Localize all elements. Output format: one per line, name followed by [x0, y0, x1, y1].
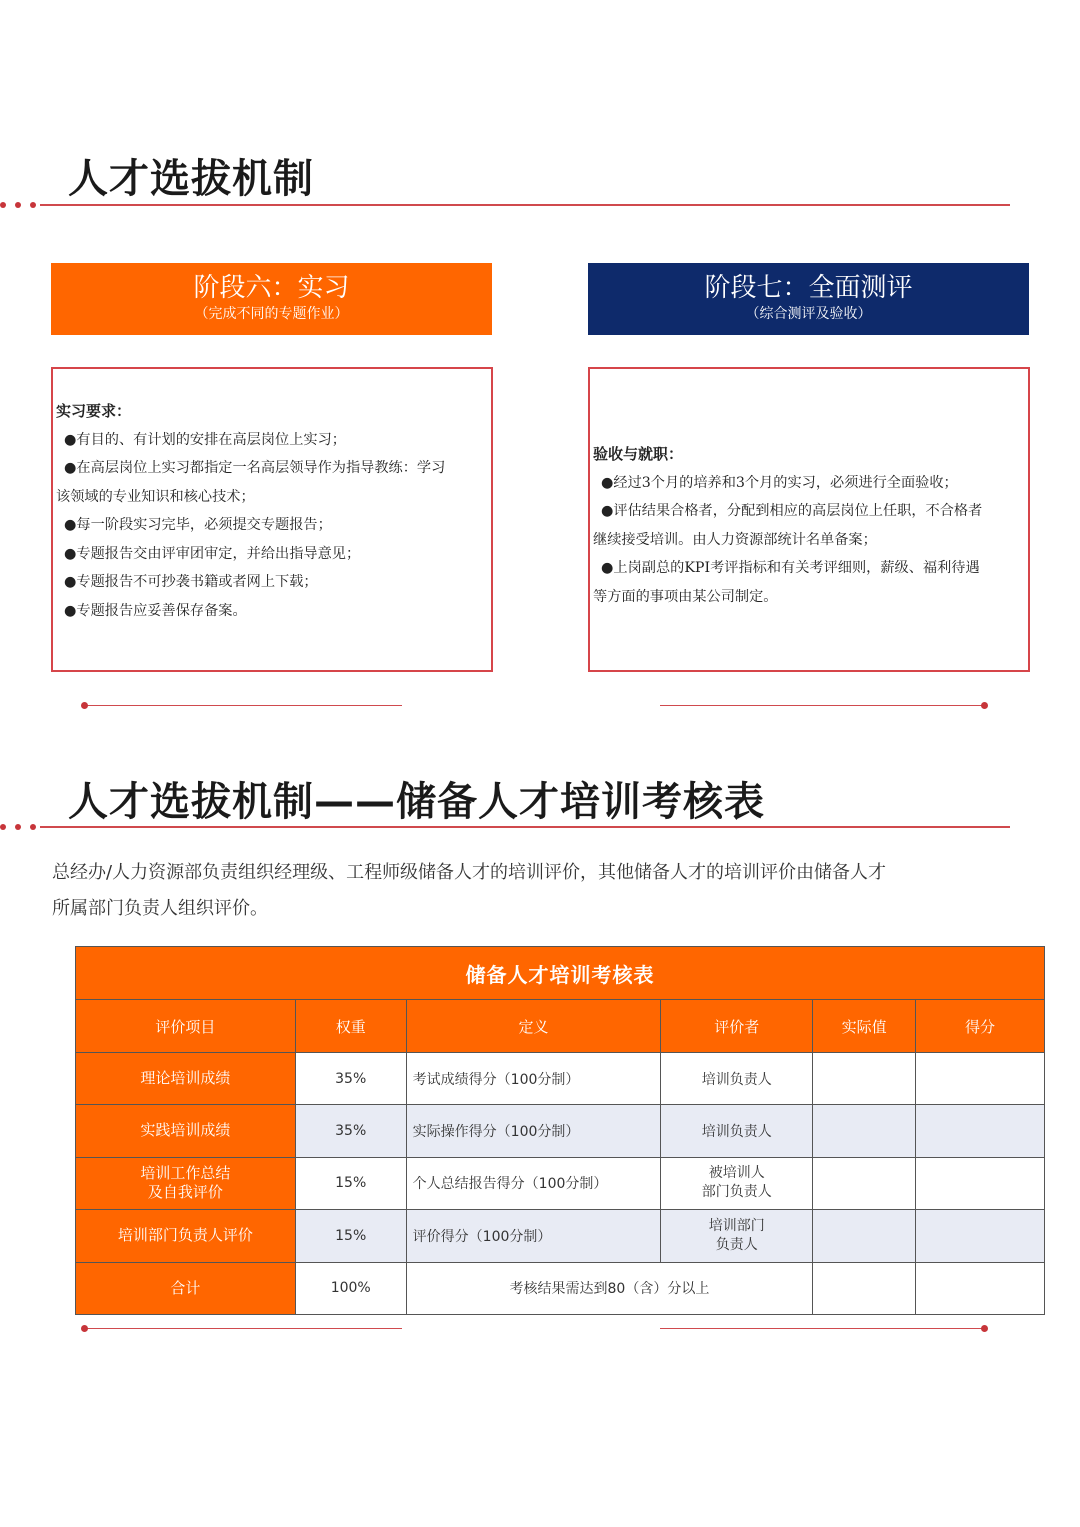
evaluator-cell: 培训负责人: [661, 1052, 813, 1104]
header-cell: 评价者: [661, 1000, 813, 1052]
table-header-row: [76, 1000, 1045, 1052]
stage6-box: [51, 367, 493, 672]
evaluator-line: 部门负责人: [701, 1184, 772, 1201]
stage6-item: ●专题报告不可抄袭书籍或者网上下载；: [64, 574, 318, 590]
stage7-box: [588, 367, 1030, 672]
definition-cell: 个人总结报告得分（100分制）: [406, 1157, 661, 1209]
actual-value-cell[interactable]: [813, 1052, 916, 1104]
stage6-item: ●在高层岗位上实习都指定一名高层领导作为指导教练：学习: [64, 460, 446, 476]
actual-value-cell[interactable]: [813, 1262, 916, 1314]
stage7-item: 继续接受培训。由人力资源部统计名单备案；: [593, 531, 877, 548]
header-cell: 评价项目: [76, 1000, 296, 1052]
stage7-item: ●评估结果合格者，分配到相应的高层岗位上任职，不合格者: [601, 503, 983, 519]
description-line: 所属部门负责人组织评价。: [52, 898, 268, 919]
stage7-box-title: 验收与就职：: [593, 445, 684, 463]
stage6-item: ●专题报告应妥善保存备案。: [64, 602, 247, 619]
separator-left: [84, 1328, 402, 1329]
weight-cell: 35%: [295, 1105, 406, 1157]
item-cell: 实践培训成绩: [76, 1105, 296, 1157]
total-weight-cell: 100%: [295, 1262, 406, 1314]
page-title: 人才选拔机制: [68, 156, 314, 202]
definition-cell: 考试成绩得分（100分制）: [406, 1052, 661, 1104]
actual-value-cell[interactable]: [813, 1210, 916, 1262]
title-dots: [0, 824, 36, 830]
section-heading: 人才选拔机制——储备人才培训考核表: [68, 779, 765, 825]
stage7-subtitle: （综合测评及验收）: [745, 306, 872, 322]
table-caption: 储备人才培训考核表: [76, 947, 1045, 1000]
header-cell: 权重: [295, 1000, 406, 1052]
separator-left: [84, 705, 402, 706]
weight-cell: 35%: [295, 1052, 406, 1104]
table-total-row: [76, 1262, 1045, 1314]
section-title-2: [0, 773, 1010, 833]
separator-right: [660, 1328, 985, 1329]
score-cell[interactable]: [916, 1262, 1045, 1314]
header-cell: 实际值: [813, 1000, 916, 1052]
description-line: 总经办/人力资源部负责组织经理级、工程师级储备人才的培训评价，其他储备人才的培训评价由储备人才: [52, 862, 887, 883]
score-cell[interactable]: [916, 1157, 1045, 1209]
item-line: 及自我评价: [147, 1183, 223, 1202]
actual-value-cell[interactable]: [813, 1157, 916, 1209]
stage6-header: [51, 263, 492, 335]
table-row: [76, 1210, 1045, 1262]
item-cell: [76, 1157, 296, 1209]
stage6-title: 阶段六：实习: [193, 273, 350, 303]
header-cell: 定义: [406, 1000, 661, 1052]
section-description: [52, 855, 1012, 927]
header-cell: 得分: [916, 1000, 1045, 1052]
total-label-cell: 合计: [76, 1262, 296, 1314]
evaluator-cell: 培训负责人: [661, 1105, 813, 1157]
stage6-item: ●每一阶段实习完毕，必须提交专题报告；: [64, 517, 332, 533]
weight-cell: 15%: [295, 1157, 406, 1209]
stage6-item: 该领域的专业知识和核心技术；: [56, 488, 255, 505]
stage6-item: ●专题报告交由评审团审定，并给出指导意见；: [64, 545, 361, 562]
title-dots: [0, 202, 36, 208]
stage6-item: ●有目的、有计划的安排在高层岗位上实习；: [64, 431, 346, 448]
item-cell: 培训部门负责人评价: [76, 1210, 296, 1262]
definition-cell: 实际操作得分（100分制）: [406, 1105, 661, 1157]
total-note-cell: 考核结果需达到80（含）分以上: [406, 1262, 813, 1314]
assessment-table: [75, 946, 1045, 1315]
stage7-item: ●上岗副总的KPI考评指标和有关考评细则，薪级、福利待遇: [601, 560, 980, 576]
title-rule: [40, 204, 1010, 206]
score-cell[interactable]: [916, 1210, 1045, 1262]
definition-cell: 评价得分（100分制）: [406, 1210, 661, 1262]
table-row: [76, 1157, 1045, 1209]
table-row: [76, 1052, 1045, 1104]
section-title-1: [0, 150, 1010, 210]
score-cell[interactable]: [916, 1052, 1045, 1104]
weight-cell: 15%: [295, 1210, 406, 1262]
table-row: [76, 1105, 1045, 1157]
evaluator-cell: [661, 1210, 813, 1262]
evaluator-cell: [661, 1157, 813, 1209]
evaluator-line: 培训部门: [708, 1217, 765, 1234]
title-rule: [40, 826, 1010, 828]
stage7-header: [588, 263, 1029, 335]
stage7-title: 阶段七：全面测评: [704, 273, 913, 303]
stage6-subtitle: （完成不同的专题作业）: [194, 306, 349, 322]
item-line: 培训工作总结: [140, 1164, 231, 1183]
stage6-box-title: 实习要求：: [56, 402, 132, 420]
separator-right: [660, 705, 985, 706]
stage7-item: ●经过3个月的培养和3个月的实习，必须进行全面验收；: [601, 474, 958, 491]
evaluator-line: 被培训人: [708, 1165, 765, 1182]
stage7-item: 等方面的事项由某公司制定。: [593, 588, 778, 605]
evaluator-line: 负责人: [715, 1236, 758, 1253]
actual-value-cell[interactable]: [813, 1105, 916, 1157]
score-cell[interactable]: [916, 1105, 1045, 1157]
item-cell: 理论培训成绩: [76, 1052, 296, 1104]
